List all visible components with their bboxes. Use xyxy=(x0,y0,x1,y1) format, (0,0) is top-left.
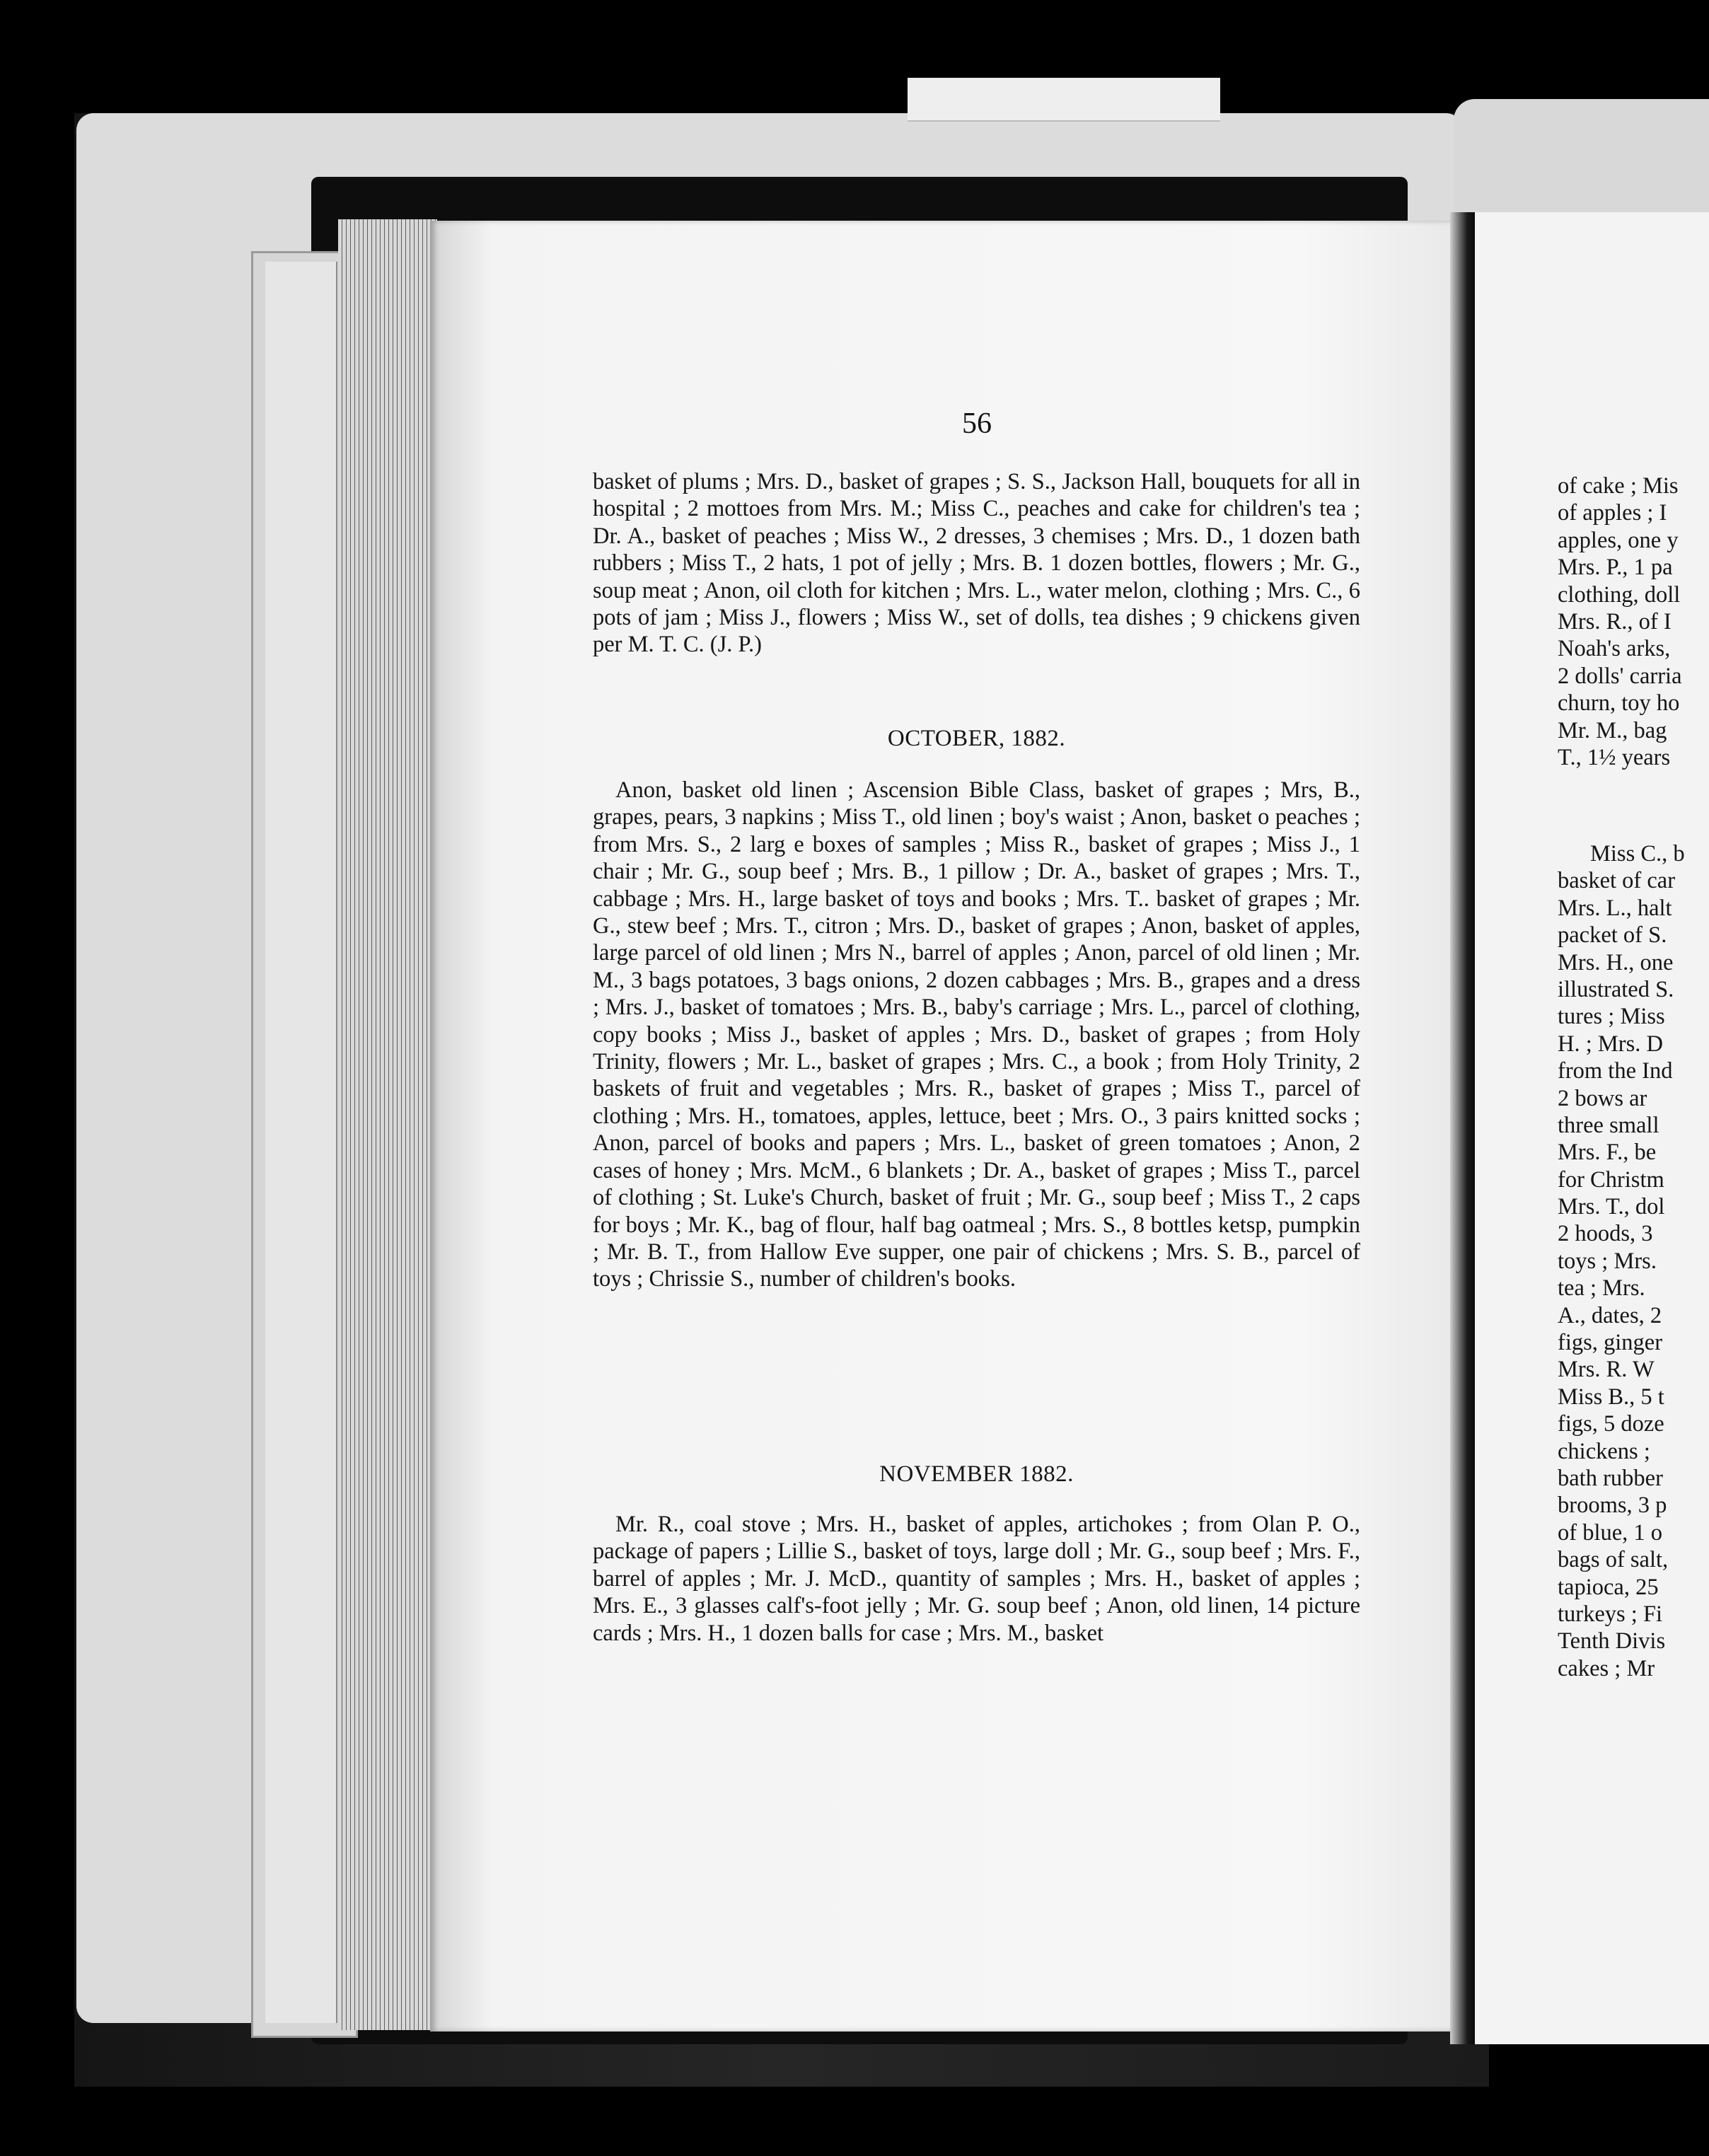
facing-line: Mrs. R. W xyxy=(1558,1357,1655,1383)
continued-paragraph: basket of plums ; Mrs. D., basket of grapes ; S. S., Jackson Hall, bouquets for all in hospital ; 2 mottoes from Mrs. M.; Miss C., peaches and cake for children's tea ; Dr. A., basket of peaches ; Miss W., 2 dresses, 3 chemises ; Mrs. D., 1 dozen bath rubbers ; Miss T., 2 hats, 1 pot of jelly ; Mrs. B. 1 dozen bottles, flowers ; Mr. G., soup meat ; Anon, oil cloth for kitchen ; Mrs. L., water melon, clothing ; Mrs. C., 6 pots of jam ; Miss J., flowers ; Miss W., set of dolls, tea dishes ; 9 chickens given per M. T. C. (J. P.) xyxy=(593,469,1360,658)
facing-line: tea ; Mrs. xyxy=(1558,1275,1645,1302)
facing-line: apples, one y xyxy=(1558,527,1679,553)
facing-line: Mrs. T., dol xyxy=(1558,1194,1665,1220)
facing-line: Mrs. R., of I xyxy=(1558,608,1672,634)
facing-line: chickens ; xyxy=(1558,1438,1650,1464)
facing-line: illustrated S. xyxy=(1558,976,1674,1002)
facing-line: Mrs. P., 1 pa xyxy=(1558,555,1673,581)
facing-line: tures ; Miss xyxy=(1558,1004,1665,1030)
facing-line: turkeys ; Fi xyxy=(1558,1601,1663,1627)
facing-line: 2 hoods, 3 xyxy=(1558,1221,1653,1247)
facing-line: Miss C., b xyxy=(1590,841,1685,867)
page-edges xyxy=(338,219,437,2030)
facing-line: Noah's arks, xyxy=(1558,636,1671,662)
facing-line: 2 dolls' carria xyxy=(1558,663,1682,689)
facing-line: bath rubber xyxy=(1558,1465,1663,1491)
facing-line: 2 bows ar xyxy=(1558,1085,1647,1111)
facing-line: Mr. M., bag xyxy=(1558,717,1667,743)
section-heading-october: OCTOBER, 1882. xyxy=(887,726,1066,751)
facing-line: packet of S. xyxy=(1558,922,1667,949)
facing-line: T., 1½ years xyxy=(1558,744,1671,770)
facing-line: of apples ; I xyxy=(1558,500,1667,526)
paper-slip xyxy=(908,78,1220,120)
facing-line: churn, toy ho xyxy=(1558,690,1680,717)
facing-line: Mrs. F., be xyxy=(1558,1140,1657,1166)
book-gutter xyxy=(1450,212,1478,2044)
november-paragraph: Mr. R., coal stove ; Mrs. H., basket of apples, artichokes ; from Olan P. O., package of papers ; Lillie S., basket of toys, large doll ; Mr. G., soup beef ; Mrs. F., barrel of apples ; Mr. J. McD., quantity of samples ; Mrs. H., basket of apples ; Mrs. E., 3 glasses calf's-foot jelly ; Mr. G. soup beef ; Anon, old linen, 14 picture cards ; Mrs. H., 1 dozen balls for case ; Mrs. M., basket xyxy=(593,1512,1360,1646)
facing-line: of cake ; Mis xyxy=(1558,473,1679,499)
facing-line: Miss B., 5 t xyxy=(1558,1384,1664,1410)
facing-line: of blue, 1 o xyxy=(1558,1519,1663,1546)
facing-line: tapioca, 25 xyxy=(1558,1574,1659,1600)
facing-line: H. ; Mrs. D xyxy=(1558,1031,1663,1057)
facing-line: brooms, 3 p xyxy=(1558,1493,1667,1519)
facing-line: Mrs. L., halt xyxy=(1558,895,1672,921)
page-number: 56 xyxy=(962,407,992,440)
facing-line: toys ; Mrs. xyxy=(1558,1248,1657,1274)
facing-page-top-column xyxy=(1558,473,1709,771)
facing-line: figs, ginger xyxy=(1558,1330,1663,1356)
facing-line: for Christm xyxy=(1558,1166,1664,1193)
facing-line: from the Ind xyxy=(1558,1058,1673,1084)
loose-leaf-inner xyxy=(265,262,337,2023)
facing-line: three small xyxy=(1558,1112,1659,1138)
facing-line: A., dates, 2 xyxy=(1558,1302,1662,1328)
facing-line: bags of salt, xyxy=(1558,1547,1669,1573)
facing-page-bottom-column xyxy=(1558,840,1709,1682)
facing-line: Tenth Divis xyxy=(1558,1628,1666,1654)
facing-line: cakes ; Mr xyxy=(1558,1655,1655,1681)
facing-line: figs, 5 doze xyxy=(1558,1411,1664,1437)
october-paragraph: Anon, basket old linen ; Ascension Bible Class, basket of grapes ; Mrs, B., grapes, pears, 3 napkins ; Miss T., old linen ; boy's waist ; Anon, basket o peaches ; from Mrs. S., 2 larg e boxes of samples ; Miss R., basket of grapes ; Miss J., 1 chair ; Mr. G., soup beef ; Mrs. B., 1 pillow ; Dr. A., basket of grapes ; Mrs. T., cabbage ; Mrs. H., large basket of toys and books ; Mrs. T.. basket of grapes ; Mr. G., stew beef ; Mrs. T., citron ; Mrs. D., basket of grapes ; Anon, basket of apples, large parcel of old linen ; Mrs N., barrel of apples ; Anon, parcel of old linen ; Mr. M., 3 bags potatoes, 3 bags onions, 2 dozen cabbages ; Mrs. B., grapes and a dress ; Mrs. J., basket of tomatoes ; Mrs. B., baby's carriage ; Mrs. L., parcel of clothing, copy books ; Miss J., basket of apples ; Mrs. D., basket of grapes ; from Holy Trinity, flowers ; Mr. L., basket of grapes ; Mrs. C., a book ; from Holy Trinity, 2 baskets of fruit and vegetables ; Mrs. R., basket of grapes ; Miss T., parcel of clothing ; Mrs. H., tomatoes, apples, lettuce, beet ; Mrs. O., 3 pairs knitted socks ; Anon, parcel of books and papers ; Mrs. L., basket of green tomatoes ; Anon, 2 cases of honey ; Mrs. McM., 6 blankets ; Dr. A., basket of grapes ; Miss T., parcel of clothing ; St. Luke's Church, basket of fruit ; Mr. G., soup beef ; Miss T., 2 caps for boys ; Mr. K., bag of flour, half bag oatmeal ; Mrs. S., 8 bottles ketsp, pumpkin ; Mr. B. T., from Hallow Eve supper, one pair of chickens ; Mrs. S. B., parcel of toys ; Chrissie S., number of children's books. xyxy=(593,777,1360,1292)
facing-line: basket of car xyxy=(1558,868,1676,894)
facing-line: clothing, doll xyxy=(1558,581,1681,608)
section-heading-november: NOVEMBER 1882. xyxy=(879,1461,1074,1487)
facing-line: Mrs. H., one xyxy=(1558,949,1674,975)
